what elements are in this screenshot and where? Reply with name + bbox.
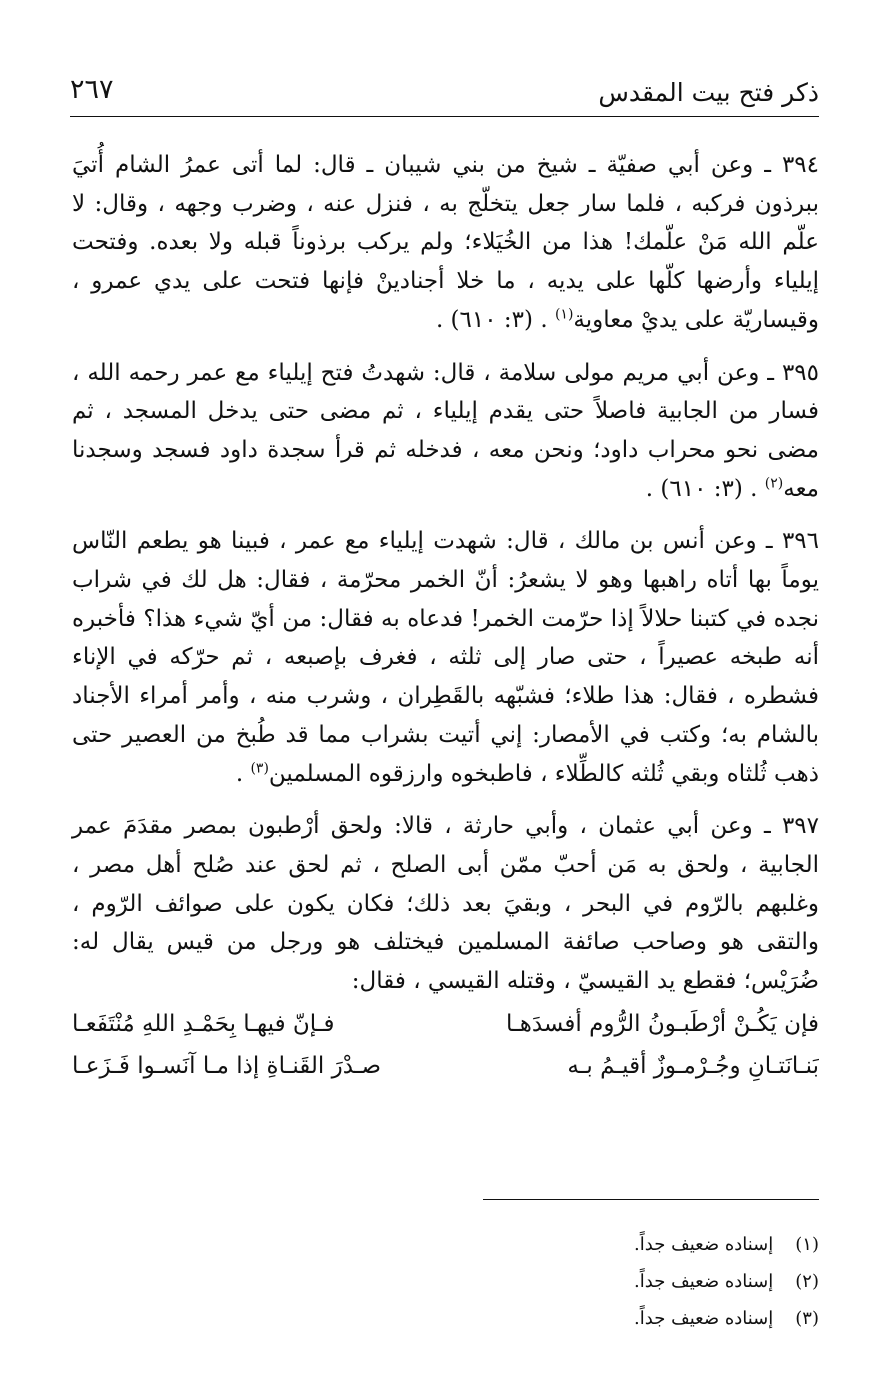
hadith-394 — [72, 146, 819, 340]
footnote-text: إسناده ضعيف جداً. — [634, 1308, 774, 1329]
footnote-number: (١) — [795, 1234, 819, 1255]
verse-hemistich-second: فـإنّ فيهـا بِحَمْـدِ اللهِ مُنْتَفَعـا — [72, 1010, 335, 1037]
hadith-396-end: . — [235, 760, 251, 787]
hadith-395-citation: . (٣: ٦١٠) . — [645, 475, 765, 502]
verse-line — [72, 1045, 819, 1087]
verse-hemistich-second: صـدْرَ القَنـاةِ إذا مـا آنَسـوا فَـزَعـا — [72, 1052, 382, 1079]
verse-hemistich-first: فإن يَكُـنْ أرْطَبـونُ الرُّوم أفسدَهـا — [505, 1010, 819, 1037]
footnote-item — [319, 1226, 819, 1263]
hadith-397 — [72, 807, 819, 1001]
verse-hemistich-first: بَنـانَتـانِ وجُـرْمـوزٌ أقيـمُ بـه — [567, 1052, 819, 1079]
page-number: ٢٦٧ — [70, 74, 114, 105]
hadith-396-text: ٣٩٦ ـ وعن أنس بن مالك ، قال: شهدت إيلياء مع عمر ، فبينا هو يطعم النّاس يوماً بها أتاه راهبها وهو لا يشعرُ: أنّ الخمر محرّمة ، فقال: هل لك في شراب نجده في كتبنا حلالاً إذا حرّمت الخمر! فدعاه به فقال: من أيّ شيء هذا؟ فأخبره أنه طبخه عصيراً ، حتى صار إلى ثلثه ، فغرف بإصبعه ، ثم حرّكه في الإناء فشطره ، فقال: هذا طلاء؛ فشبّهه بالقَطِران ، وشرب منه ، وأمر أمراء الأجناد بالشام به؛ وكتب في الأمصار: إني أتيت بشراب مما قد طُبخ من العصير حتى ذهب ثُلثاه وبقي ثُلثه كالطِّلاء ، فاطبخوه وارزقوه المسلمين — [72, 528, 819, 787]
hadith-395 — [72, 354, 819, 509]
footnote-separator — [483, 1199, 819, 1200]
hadith-394-citation: . (٣: ٦١٠) . — [435, 306, 555, 333]
footnote-text: إسناده ضعيف جداً. — [634, 1234, 774, 1255]
footnote-text: إسناده ضعيف جداً. — [634, 1271, 774, 1292]
footnote-ref-3: (٣) — [250, 759, 269, 776]
footnote-item — [319, 1263, 819, 1300]
footnote-ref-2: (٢) — [764, 474, 784, 491]
footnotes — [319, 1226, 819, 1337]
verse-line — [72, 1003, 819, 1045]
poem — [72, 1003, 819, 1087]
hadith-397-text: ٣٩٧ ـ وعن أبي عثمان ، وأبي حارثة ، قالا: ولحق أرْطبون بمصر مقدَمَ عمر الجابية ، ولحق به مَن أحبّ ممّن أبى الصلح ، ثم لحق عند صُلح أهل مصر ، وغلبهم بالرّوم في البحر ، وبقيَ بعد ذلك؛ فكان يكون على صوائف الرّوم ، والتقى هو وصاحب صائفة المسلمين فيختلف هو ورجل من قيس يقال له: ضُرَيْس؛ فقطع يد القيسيّ ، وقتله القيسي ، فقال: — [72, 813, 819, 995]
main-text — [72, 146, 819, 1087]
footnote-number: (٢) — [795, 1271, 819, 1292]
page-header — [70, 70, 819, 117]
hadith-395-text: ٣٩٥ ـ وعن أبي مريم مولى سلامة ، قال: شهدتُ فتح إيلياء مع عمر رحمه الله ، فسار من الجابية فاصلاً حتى يقدم إيلياء ، ثم مضى حتى يدخل المسجد ، ثم مضى نحو محراب داود؛ ونحن معه ، فدخله ثم قرأ سجدة داود فسجد وسجدنا معه — [72, 359, 819, 502]
footnote-number: (٣) — [795, 1308, 819, 1329]
footnote-ref-1: (١) — [554, 306, 574, 323]
hadith-394-text: ٣٩٤ ـ وعن أبي صفيّة ـ شيخ من بني شيبان ـ قال: لما أتى عمرُ الشام أُتيَ ببرذون فركبه ، فلما سار جعل يتخلّج به ، فنزل عنه ، وضرب وجهه ، وقال: لا علّم الله مَنْ علّمك! هذا من الخُيَلاء؛ ولم يركب برذوناً قبله ولا بعده. وفتحت إيلياء وأرضها كلّها على يديه ، ما خلا أجنادينْ فإنها فتحت على يدي عمرو ، وقيساريّة على يديْ معاوية — [72, 152, 819, 333]
running-title: ذكر فتح بيت المقدس — [598, 78, 819, 107]
footnote-item — [319, 1300, 819, 1337]
hadith-396 — [72, 522, 819, 793]
